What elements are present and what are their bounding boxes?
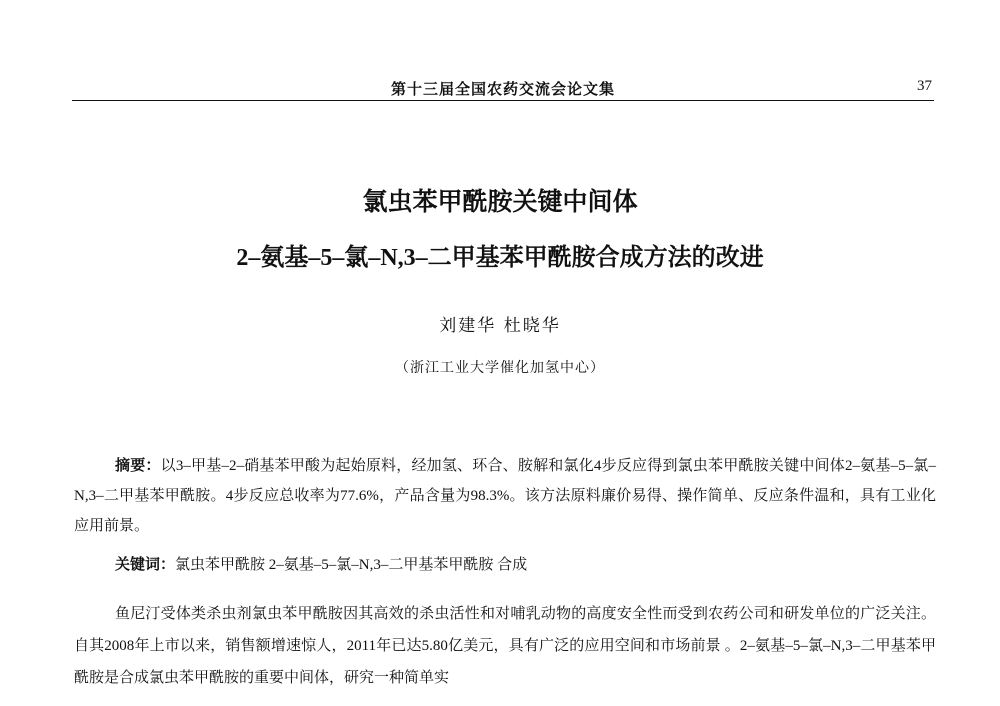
authors: 刘建华 杜晓华 [439,316,561,336]
paper-title-line-2: 2–氨基–5–氯–N,3–二甲基苯甲酰胺合成方法的改进 [236,245,764,271]
keywords-text: 氯虫苯甲酰胺 2–氨基–5–氯–N,3–二甲基苯甲酰胺 合成 [175,557,528,573]
affiliation: （浙江工业大学催化加氢中心） [395,360,605,376]
keywords-label: 关键词： [115,557,176,573]
body-paragraph: 鱼尼汀受体类杀虫剂氯虫苯甲酰胺因其高效的杀虫活性和对哺乳动物的高度安全性而受到农药公司和研发单位的广泛关注。自其2008年上市以来，销售额增速惊人，2011年已达5.80亿美元，具有广泛的应用空间和市场前景 。2–氨基–5–氯–N,3–二甲基苯甲酰胺是合成氯虫苯甲酰胺的重要中间体，研究一种简单实 [74,606,936,686]
page-number: 37 [917,78,932,94]
abstract-text: 以3–甲基–2–硝基苯甲酸为起始原料，经加氢、环合、胺解和氯化4步反应得到氯虫苯甲酰胺关键中间体2–氨基–5–氯–N,3–二甲基苯甲酰胺。4步反应总收率为77.6%，产品含量为98.3%。该方法原料廉价易得、操作简单、反应条件温和，具有工业化应用前景。 [74,458,936,534]
keywords [115,550,935,580]
running-title: 第十三届全国农药交流会论文集 [390,80,615,98]
abstract-label: 摘要： [115,458,161,474]
paper-title-line-1: 氯虫苯甲酰胺关键中间体 [362,187,638,216]
running-header [72,76,934,101]
abstract [74,451,936,541]
